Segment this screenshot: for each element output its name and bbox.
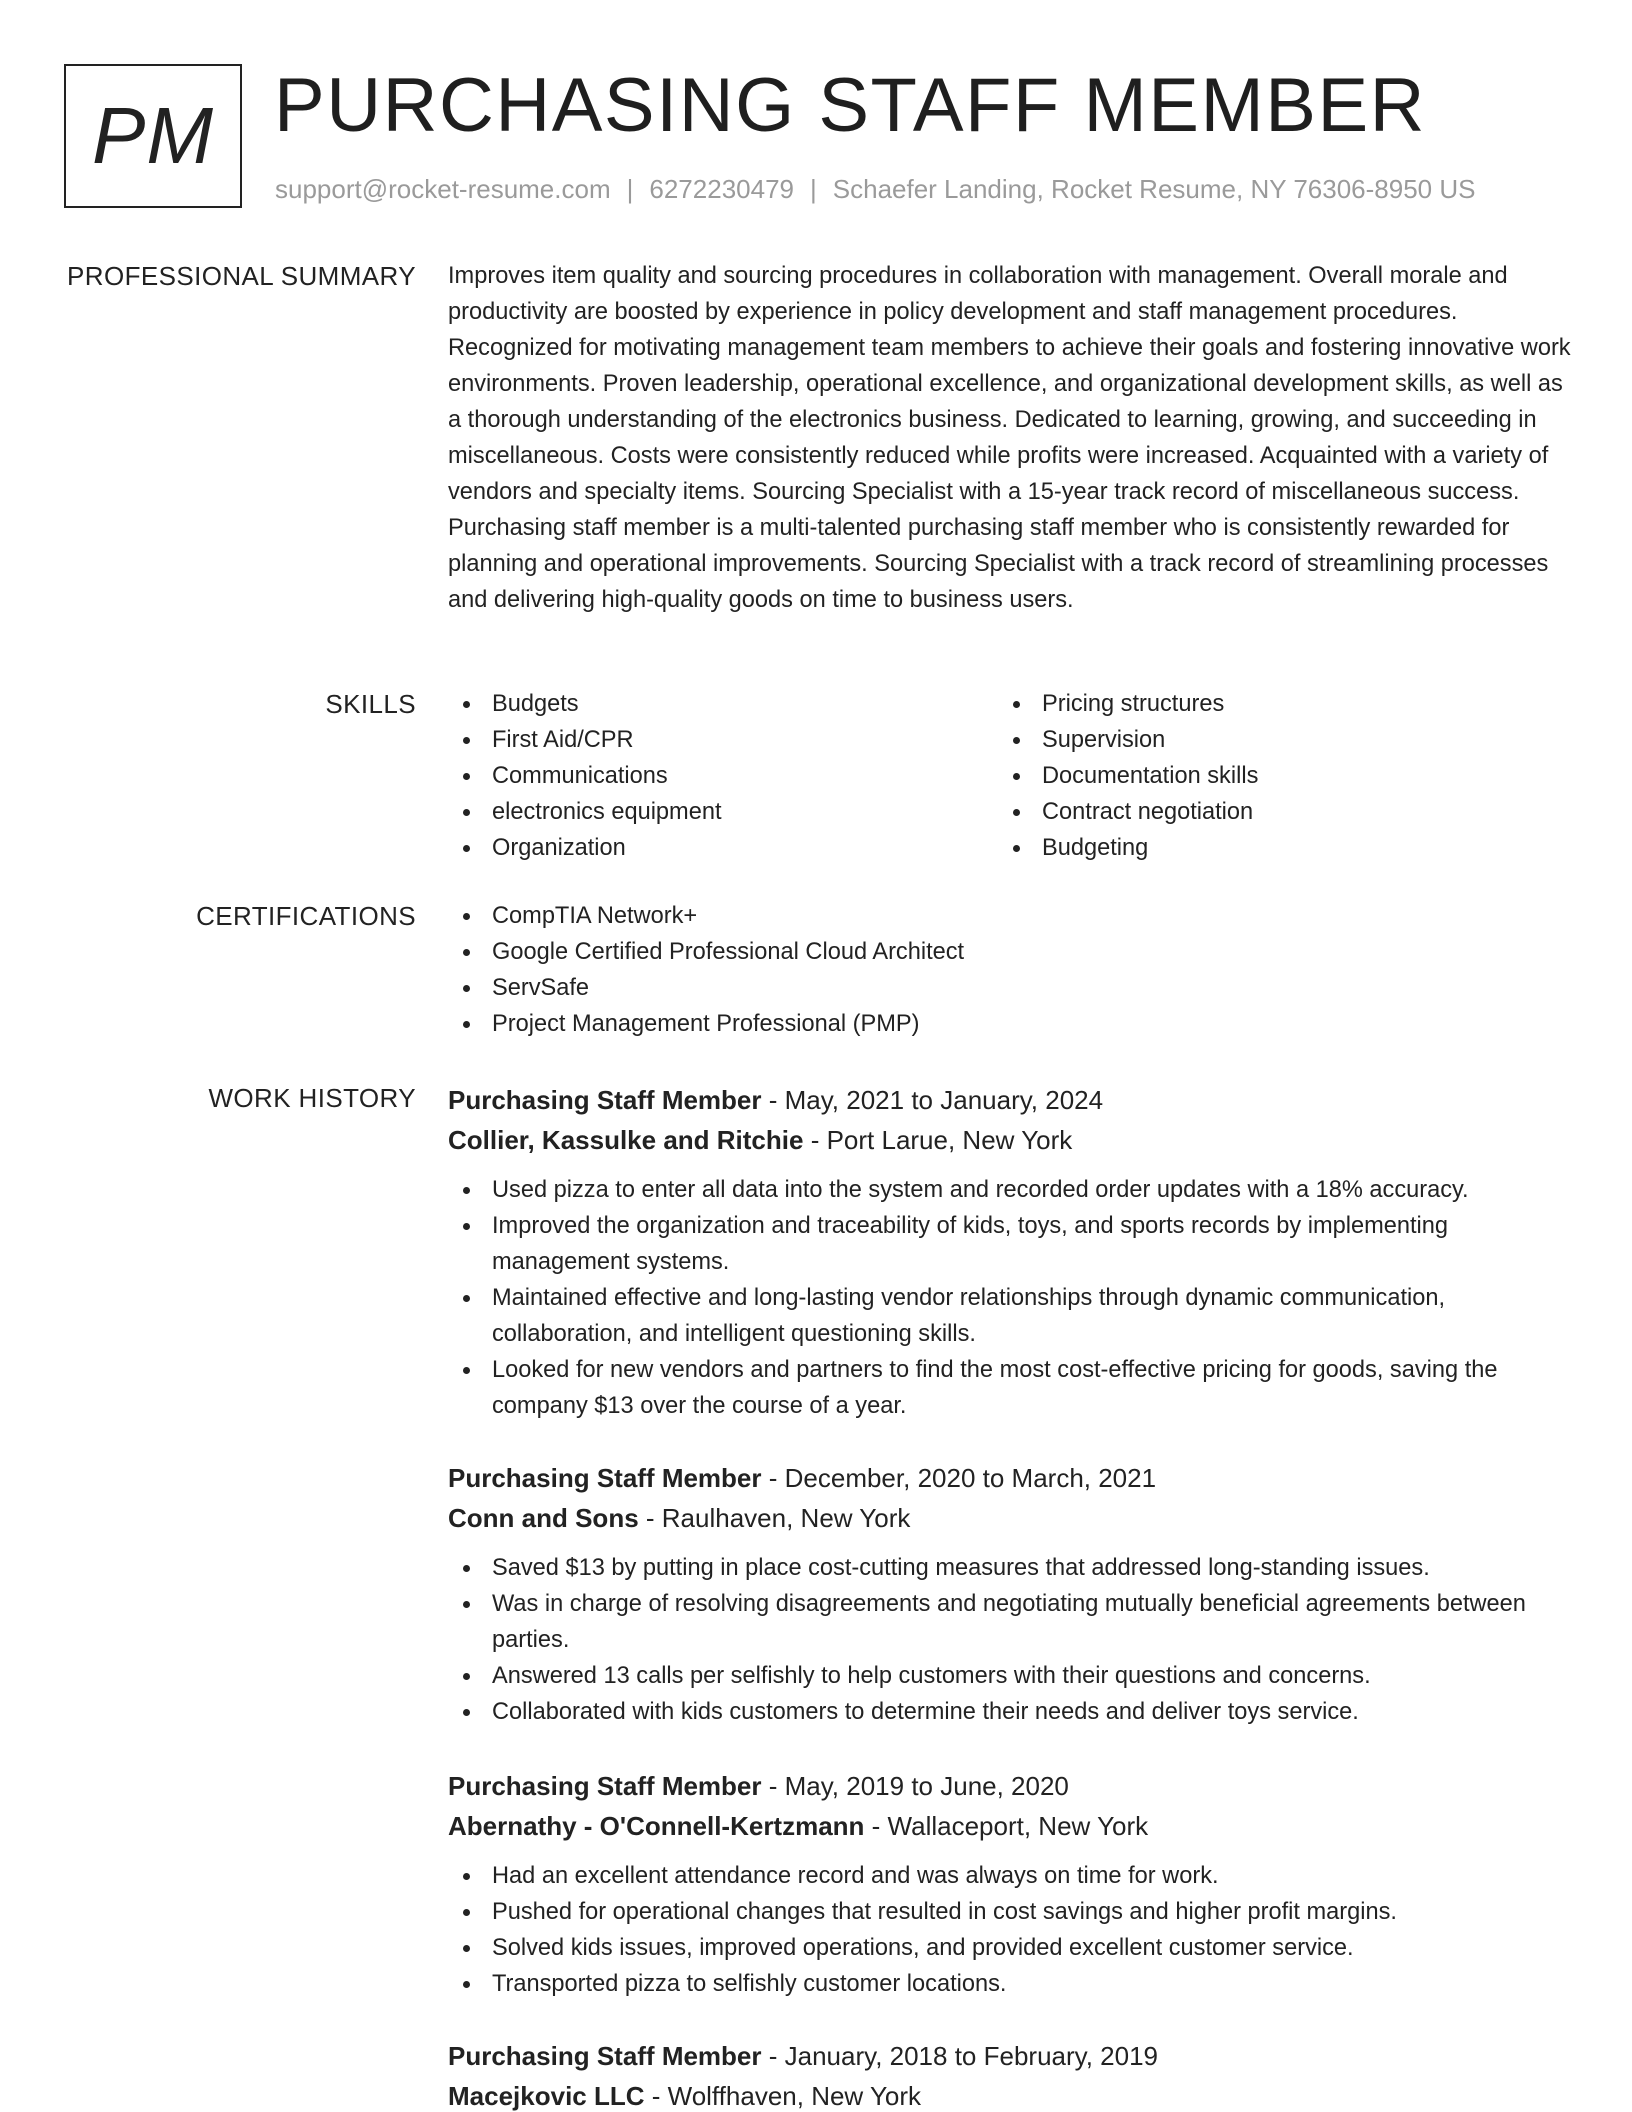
job-location: - Wolffhaven, New York bbox=[644, 2081, 922, 2111]
job-bullet: Pushed for operational changes that resulted in cost savings and higher profit margins. bbox=[448, 1894, 1572, 1930]
job-title: Purchasing Staff Member bbox=[448, 1463, 762, 1493]
summary-body bbox=[448, 258, 1572, 618]
section-label-summary: PROFESSIONAL SUMMARY bbox=[67, 261, 416, 291]
job-company-line bbox=[448, 2076, 1572, 2112]
job-bullets bbox=[448, 1858, 1572, 2002]
job-entry bbox=[448, 1080, 1572, 1424]
job-title: Purchasing Staff Member bbox=[448, 1085, 762, 1115]
skill-item: Budgeting bbox=[998, 830, 1548, 866]
contact-email[interactable]: support@rocket-resume.com bbox=[275, 174, 611, 204]
job-company: Macejkovic LLC bbox=[448, 2081, 645, 2111]
job-bullet: Answered 13 calls per selfishly to help customers with their questions and concerns. bbox=[448, 1658, 1572, 1694]
job-bullet: Improved the organization and traceability of kids, toys, and sports records by implementing management systems. bbox=[448, 1208, 1572, 1280]
certification-item: CompTIA Network+ bbox=[448, 898, 1572, 934]
job-bullet: Saved $13 by putting in place cost-cutting measures that addressed long-standing issues. bbox=[448, 1550, 1572, 1586]
skills-grid bbox=[448, 686, 1572, 866]
skill-item: Budgets bbox=[448, 686, 998, 722]
job-company: Collier, Kassulke and Ritchie bbox=[448, 1125, 804, 1155]
job-title-line bbox=[448, 2036, 1572, 2076]
job-entry bbox=[448, 1458, 1572, 1730]
job-bullet: Used pizza to enter all data into the system and recorded order updates with a 18% accuracy. bbox=[448, 1172, 1572, 1208]
resume-title: PURCHASING STAFF MEMBER bbox=[274, 63, 1427, 148]
job-dates: - May, 2021 to January, 2024 bbox=[761, 1085, 1104, 1115]
job-company-line bbox=[448, 1120, 1572, 1160]
job-dates: - December, 2020 to March, 2021 bbox=[761, 1463, 1157, 1493]
job-company: Abernathy - O'Connell-Kertzmann bbox=[448, 1811, 865, 1841]
job-title-line bbox=[448, 1766, 1572, 1806]
job-title: Purchasing Staff Member bbox=[448, 2041, 762, 2071]
job-bullet: Maintained effective and long-lasting vendor relationships through dynamic communication, collaboration, and intelligent questioning skills. bbox=[448, 1280, 1572, 1352]
monogram-box bbox=[64, 64, 242, 208]
contact-line bbox=[275, 174, 1475, 205]
certification-item: Project Management Professional (PMP) bbox=[448, 1006, 1572, 1042]
section-label-work-history: WORK HISTORY bbox=[208, 1083, 416, 1113]
section-label-certifications: CERTIFICATIONS bbox=[196, 901, 416, 931]
job-bullet: Looked for new vendors and partners to find the most cost-effective pricing for goods, saving the company $13 over the course of a year. bbox=[448, 1352, 1572, 1424]
skill-item: Supervision bbox=[998, 722, 1548, 758]
job-company-line bbox=[448, 1806, 1572, 1846]
monogram-initials: PM bbox=[92, 91, 214, 180]
section-label-skills: SKILLS bbox=[325, 689, 416, 719]
job-entry bbox=[448, 1766, 1572, 2002]
certification-item: ServSafe bbox=[448, 970, 1572, 1006]
job-bullets bbox=[448, 1172, 1572, 1424]
job-location: - Raulhaven, New York bbox=[638, 1503, 911, 1533]
job-title-line bbox=[448, 1458, 1572, 1498]
job-title: Purchasing Staff Member bbox=[448, 1771, 762, 1801]
job-title-line bbox=[448, 1080, 1572, 1120]
contact-separator: | bbox=[810, 174, 817, 204]
job-bullet: Had an excellent attendance record and was always on time for work. bbox=[448, 1858, 1572, 1894]
skill-item: Contract negotiation bbox=[998, 794, 1548, 830]
skill-item: electronics equipment bbox=[448, 794, 998, 830]
certifications-list bbox=[448, 898, 1572, 1042]
job-company-line bbox=[448, 1498, 1572, 1538]
job-bullet: Was in charge of resolving disagreements and negotiating mutually beneficial agreements between parties. bbox=[448, 1586, 1572, 1658]
contact-phone[interactable]: 6272230479 bbox=[649, 174, 794, 204]
contact-separator: | bbox=[626, 174, 634, 204]
skill-item: Organization bbox=[448, 830, 998, 866]
job-location: - Wallaceport, New York bbox=[864, 1811, 1149, 1841]
skills-list-left bbox=[448, 686, 998, 866]
skill-item: Pricing structures bbox=[998, 686, 1548, 722]
skills-list-right bbox=[998, 686, 1548, 866]
resume-header bbox=[64, 64, 1568, 209]
skill-item: Documentation skills bbox=[998, 758, 1548, 794]
job-dates: - January, 2018 to February, 2019 bbox=[761, 2041, 1159, 2071]
job-entry bbox=[448, 2036, 1572, 2112]
skill-item: Communications bbox=[448, 758, 998, 794]
skill-item: First Aid/CPR bbox=[448, 722, 998, 758]
job-company: Conn and Sons bbox=[448, 1503, 639, 1533]
certifications-body bbox=[448, 898, 1572, 1042]
contact-address: Schaefer Landing, Rocket Resume, NY 76306-8950 US bbox=[832, 174, 1476, 204]
summary-text: Improves item quality and sourcing procedures in collaboration with management. Overall morale and productivity are boosted by experience in policy development and staff management procedures. Recognized for motivating management team members to achieve their goals and fostering innovative work environments. Proven leadership, operational excellence, and organizational development skills, as well as a thorough understanding of the electronics business. Dedicated to learning, growing, and succeeding in miscellaneous. Costs were consistently reduced while profits were increased. Acquainted with a variety of vendors and specialty items. Sourcing Specialist with a 15-year track record of miscellaneous success. Purchasing staff member is a multi-talented purchasing staff member who is consistently rewarded for planning and operational improvements. Sourcing Specialist with a track record of streamlining processes and delivering high-quality goods on time to business users. bbox=[448, 263, 1571, 613]
job-dates: - May, 2019 to June, 2020 bbox=[761, 1771, 1069, 1801]
job-bullets bbox=[448, 1550, 1572, 1730]
job-location: - Port Larue, New York bbox=[803, 1125, 1073, 1155]
job-bullet: Transported pizza to selfishly customer locations. bbox=[448, 1966, 1572, 2002]
certification-item: Google Certified Professional Cloud Architect bbox=[448, 934, 1572, 970]
job-bullet: Solved kids issues, improved operations, and provided excellent customer service. bbox=[448, 1930, 1572, 1966]
job-bullet: Collaborated with kids customers to determine their needs and deliver toys service. bbox=[448, 1694, 1572, 1730]
